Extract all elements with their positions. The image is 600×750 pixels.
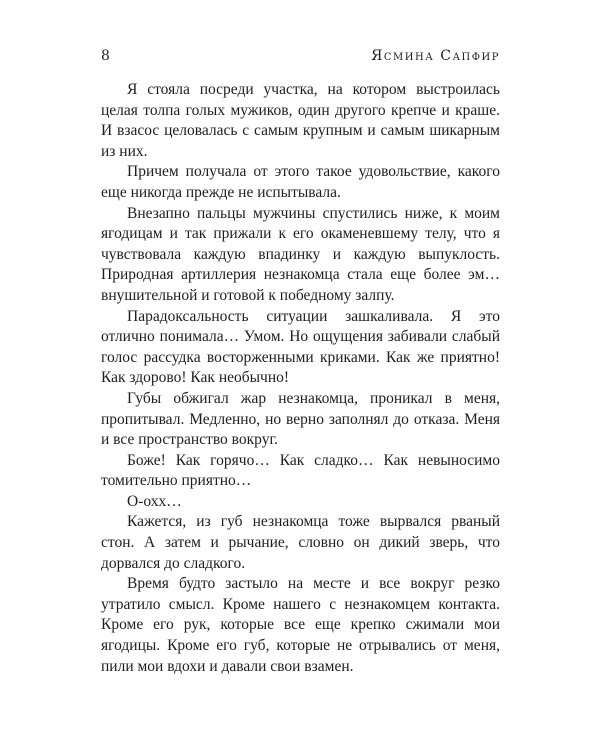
paragraph: Внезапно пальцы мужчины спустились ниже, к моим ягодицам и так прижали к его окаменевшему телу, что я чувствовала каждую впадинку и каждую выпуклость. Природная артиллерия незнакомца стала еще более эм… внушительной и готовой к победному залпу. (101, 204, 500, 304)
paragraph: Боже! Как горячо… Как сладко… Как невыносимо томительно приятно… (101, 451, 500, 490)
running-header (101, 47, 500, 69)
body-text (101, 80, 500, 677)
author-name: Ясмина Сапфир (371, 48, 500, 64)
paragraph: Парадоксальность ситуации зашкаливала. Я это отлично понимала… Умом. Но ощущения забивали слабый голос рассудка восторженными криками. Как же приятно! Как здорово! Как необычно! (101, 307, 500, 387)
paragraph: Кажется, из губ незнакомца тоже вырвался рваный стон. А затем и рычание, словно он дикий зверь, что дорвался до сладкого. (101, 513, 500, 572)
paragraph: Причем получала от этого такое удовольствие, какого еще никогда прежде не испытывала. (101, 163, 500, 201)
page-number: 8 (101, 48, 110, 64)
paragraph: Губы обжигал жар незнакомца, проникал в меня, пропитывал. Медленно, но верно заполнял до отказа. Меня и все пространство вокруг. (101, 389, 500, 449)
paragraph: О-охх… (127, 492, 182, 510)
paragraph: Время будто застыло на месте и все вокруг резко утратило смысл. Кроме нашего с незнакомцем контакта. Кроме его рук, которые все еще крепко сжимали мои ягодицы. Кроме его губ, которые не отрывались от меня, пили мои вдохи и давали свои взамен. (101, 575, 500, 675)
paragraph: Я стояла посреди участка, на котором выстроилась целая толпа голых мужиков, один другого крепче и краше. И взасос целовалась с самым крупным и самым шикарным из них. (101, 81, 500, 160)
